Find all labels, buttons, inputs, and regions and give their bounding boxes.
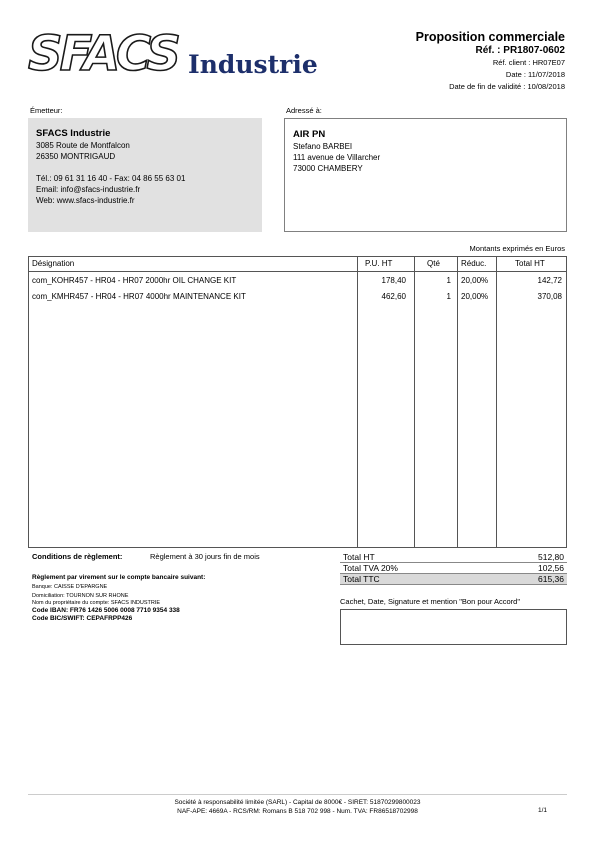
document-ref: Réf. : PR1807-0602 [475, 45, 565, 56]
totals-block [340, 552, 567, 585]
footer [0, 798, 595, 816]
row-designation: com_KMHR457 - HR04 - HR07 4000hr MAINTENANCE KIT [32, 292, 246, 301]
emitter-phone: Tél.: 09 61 31 16 40 - Fax: 04 86 55 63 01 [36, 174, 186, 183]
total-ht-row [340, 552, 567, 563]
row-total: 142,72 [537, 276, 562, 285]
recipient-contact: Stefano BARBEI [293, 142, 353, 151]
total-ttc-row [340, 574, 567, 585]
validity-date: Date de fin de validité : 10/08/2018 [449, 82, 565, 91]
footer-line2: NAF-APE: 4669A - RCS/RM: Romans B 518 702 998 - Num. TVA: FR86518702998 [177, 808, 418, 815]
recipient-box [284, 118, 567, 232]
emitter-label: Émetteur: [30, 106, 63, 115]
logo-sfacs: SFACS [28, 26, 178, 82]
header-discount: Réduc. [461, 259, 487, 268]
row-discount: 20,00% [461, 276, 489, 285]
emitter-name: SFACS Industrie [36, 128, 111, 139]
document-date: Date : 11/07/2018 [505, 70, 565, 79]
table-row [29, 290, 566, 304]
document-header [416, 30, 565, 93]
header-unit-price: P.U. HT [365, 259, 393, 268]
footer-divider [28, 794, 567, 795]
emitter-address-line1: 3085 Route de Montfalcon [36, 141, 130, 150]
emitter-box [28, 118, 262, 232]
payment-conditions [30, 552, 330, 623]
emitter-email: Email: info@sfacs-industrie.fr [36, 185, 141, 194]
payment-conditions-value: Règlement à 30 jours fin de mois [150, 552, 260, 561]
logo-industrie: Industrie [188, 50, 318, 79]
company-logo [28, 26, 318, 88]
recipient-address-line1: 111 avenue de Villarcher [293, 153, 381, 162]
total-label: Total TVA 20% [343, 563, 398, 573]
row-total: 370,08 [537, 292, 562, 301]
emitter-address-line2: 26350 MONTRIGAUD [36, 152, 116, 161]
recipient-address-line2: 73000 CHAMBERY [293, 164, 363, 173]
row-designation: com_KOHR457 - HR04 - HR07 2000hr OIL CHANGE KIT [32, 276, 237, 285]
emitter-web: Web: www.sfacs-industrie.fr [36, 196, 135, 205]
items-table [28, 256, 567, 548]
signature-box[interactable] [340, 609, 567, 645]
currency-note: Montants exprimés en Euros [469, 244, 565, 253]
total-value: 102,56 [538, 563, 564, 573]
header-designation: Désignation [32, 259, 75, 268]
total-label: Total TTC [343, 574, 380, 584]
page-number: 1/1 [537, 807, 547, 814]
signature-block [340, 597, 567, 645]
iban: Code IBAN: FR76 1426 5006 0008 7710 9354 338 [32, 607, 180, 614]
transfer-title: Règlement par virement sur le compte bancaire suivant: [32, 574, 206, 581]
total-tva-row [340, 563, 567, 574]
bank-domiciliation: Domiciliation: TOURNON SUR RHONE [32, 593, 129, 599]
footer-line1: Société à responsabilité limitée (SARL) - Capital de 8000€ - SIRET: 51870299800023 [174, 799, 421, 806]
total-value: 512,80 [538, 552, 564, 562]
header-quantity: Qté [427, 259, 440, 268]
bank-name: Banque: CAISSE D'EPARGNE [32, 584, 108, 590]
bic: Code BIC/SWIFT: CEPAFRPP426 [32, 615, 133, 622]
total-label: Total HT [343, 552, 375, 562]
recipient-name: AIR PN [293, 129, 326, 140]
header-divider [29, 271, 566, 272]
document-title: Proposition commerciale [415, 30, 565, 44]
row-unit-price: 178,40 [381, 276, 406, 285]
row-quantity: 1 [446, 292, 451, 301]
total-value: 615,36 [538, 574, 564, 584]
row-unit-price: 462,60 [381, 292, 406, 301]
header-total: Total HT [515, 259, 545, 268]
row-quantity: 1 [446, 276, 451, 285]
client-ref: Réf. client : HR07E07 [492, 58, 565, 67]
account-owner: Nom du propriétaire du compte: SFACS INDUSTRIE [32, 600, 161, 606]
payment-conditions-label: Conditions de règlement: [32, 552, 123, 561]
recipient-label: Adressé à: [286, 106, 322, 115]
table-row [29, 274, 566, 288]
row-discount: 20,00% [461, 292, 489, 301]
signature-label: Cachet, Date, Signature et mention "Bon pour Accord" [340, 597, 521, 606]
